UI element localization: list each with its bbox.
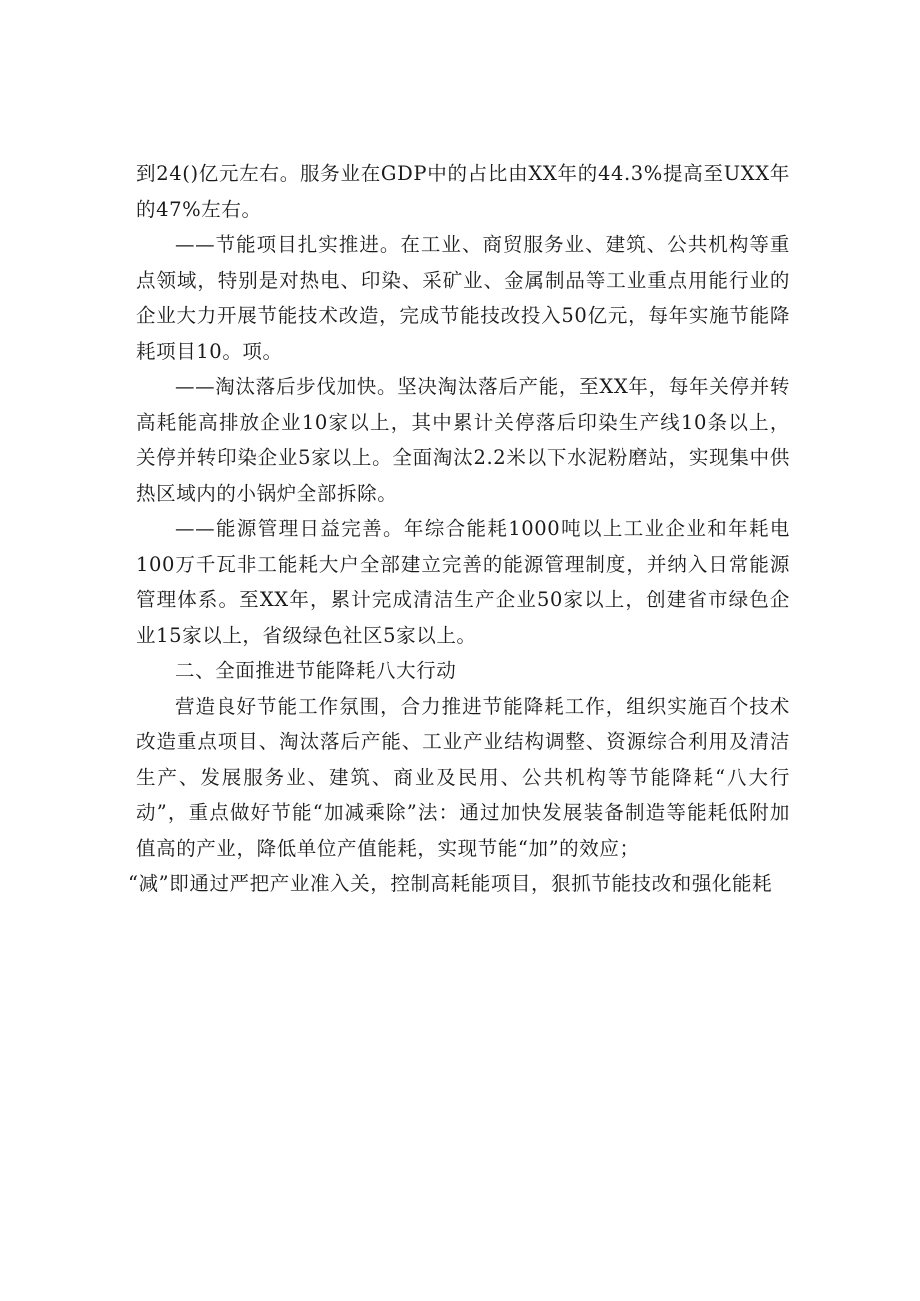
document-body (128, 156, 790, 902)
paragraph-energy-projects: ——节能项目扎实推进。在工业、商贸服务业、建筑、公共机构等重点领域，特别是对热电、印染、采矿业、金属制品等工业重点用能行业的企业大力开展节能技术改造，完成节能技改投入50亿元，每年实施节能降耗项目10。项。 (136, 233, 790, 363)
paragraph-energy-management: ——能源管理日益完善。年综合能耗1000吨以上工业企业和年耗电100万千瓦非工能耗大户全部建立完善的能源管理制度，并纳入日常能源管理体系。至XX年，累计完成清洁生产企业50家以上，创建省市绿色企业15家以上，省级绿色社区5家以上。 (136, 517, 790, 647)
paragraph-continuation: 到24()亿元左右。服务业在GDP中的占比由XX年的44.3%提高至UXX年的47%左右。 (136, 162, 790, 221)
paragraph-eliminate-backward: ——淘汰落后步伐加快。坚决淘汰落后产能，至XX年，每年关停并转高耗能高排放企业10家以上，其中累计关停落后印染生产线10条以上，关停并转印染企业5家以上。全面淘汰2.2米以下水泥粉磨站，实现集中供热区域内的小锅炉全部拆除。 (136, 375, 790, 505)
paragraph-eight-actions: 营造良好节能工作氛围，合力推进节能降耗工作，组织实施百个技术改造重点项目、淘汰落后产能、工业产业结构调整、资源综合利用及清洁生产、发展服务业、建筑、商业及民用、公共机构等节能降耗“八大行动”，重点做好节能“加减乘除”法：通过加快发展装备制造等能耗低附加值高的产业，降低单位产值能耗，实现节能“加”的效应； (136, 694, 790, 860)
paragraph-reduce: “减”即通过严把产业准入关，控制高耗能项目，狠抓节能技改和强化能耗 (128, 872, 773, 895)
section-heading: 二、全面推进节能降耗八大行动 (175, 659, 457, 682)
